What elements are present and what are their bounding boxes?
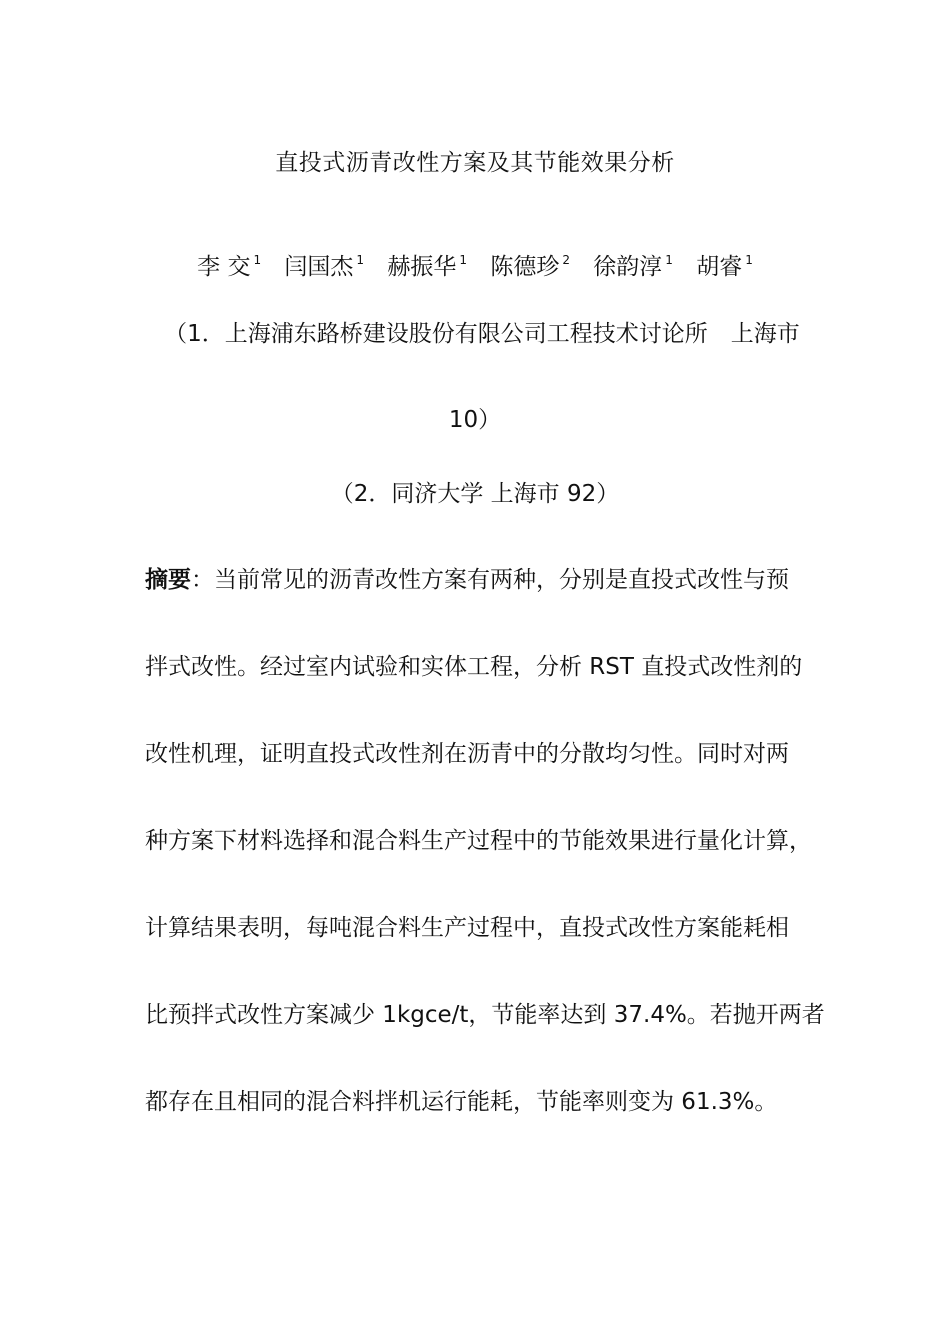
abstract-line: 都存在且相同的混合料拌机运行能耗，节能率则变为 61.3%。 [145,1089,778,1115]
author-affiliation-mark: 1 [253,253,262,267]
abstract [145,560,825,1169]
author [696,240,753,287]
abstract-label-separator: ： [191,567,214,593]
affiliation-1-line-1: （1．上海浦东路桥建设股份有限公司工程技术讨论所 上海市 [164,321,800,347]
abstract-label: 摘要 [145,567,191,593]
author-affiliation-mark: 2 [562,253,570,267]
author [284,240,364,287]
author [387,240,467,287]
abstract-line: 拌式改性。经过室内试验和实体工程，分析 RST 直投式改性剂的 [145,654,803,680]
author-name: 陈德珍 [490,254,560,280]
author-list [0,240,950,287]
author-name: 李 交 [197,254,251,280]
affiliation-1-line-2: 10） [448,407,502,433]
author-name: 徐韵淳 [593,254,663,280]
author [490,240,570,287]
author-affiliation-mark: 1 [665,253,673,267]
abstract-line: 计算结果表明，每吨混合料生产过程中，直投式改性方案能耗相 [145,915,789,941]
abstract-line: 比预拌式改性方案减少 1kgce/t，节能率达到 37.4%。若抛开两者 [145,1002,825,1028]
paper-title: 直投式沥青改性方案及其节能效果分析 [275,150,675,176]
author-affiliation-mark: 1 [745,253,753,267]
abstract-line [145,560,805,647]
author-affiliation-mark: 1 [356,253,365,267]
abstract-line: 种方案下材料选择和混合料生产过程中的节能效果进行量化计算， [145,828,812,854]
author-name: 赫振华 [387,254,457,280]
abstract-line: 改性机理，证明直投式改性剂在沥青中的分散均匀性。同时对两 [145,741,789,767]
author-affiliation-mark: 1 [459,253,467,267]
author [197,240,261,287]
affiliation-2: （2．同济大学 上海市 92） [330,481,620,507]
author-name: 闫国杰 [284,254,354,280]
abstract-text: 当前常见的沥青改性方案有两种，分别是直投式改性与预 [214,567,789,593]
author [593,240,673,287]
author-name: 胡睿 [696,254,743,280]
